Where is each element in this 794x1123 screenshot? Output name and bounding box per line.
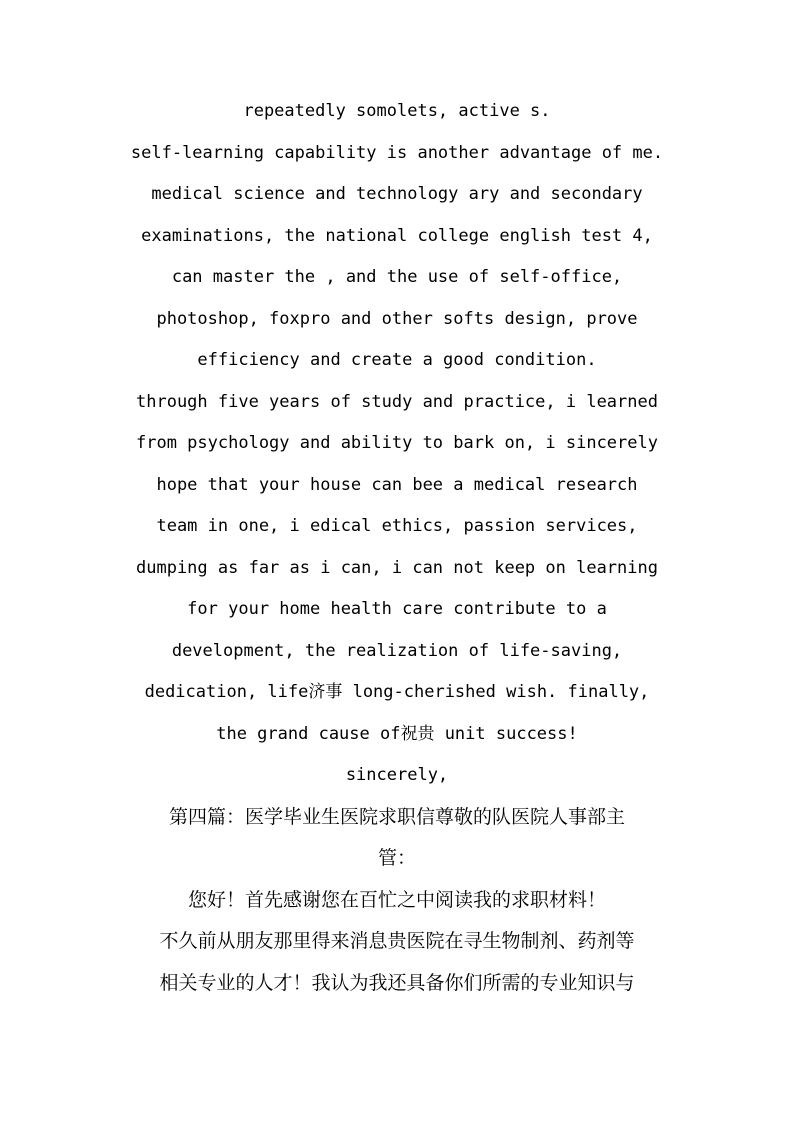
text-line: efficiency and create a good condition. [197, 350, 597, 370]
text-line: 您好！首先感谢您在百忙之中阅读我的求职材料！ [187, 889, 606, 911]
text-line: from psychology and ability to bark on, i sincerely [136, 433, 658, 453]
section-heading-line: 第四篇：医学毕业生医院求职信尊敬的队医院人事部主 [168, 806, 625, 828]
text-line: the grand cause of祝贵 unit success! [216, 724, 578, 744]
text-line: examinations, the national college english test 4, [141, 226, 653, 246]
text-line: team in one, i edical ethics, passion services, [156, 516, 638, 536]
section-heading-line: 管： [377, 847, 416, 869]
text-line: self-learning capability is another advantage of me. [130, 143, 664, 163]
text-line: medical science and technology ary and secondary [151, 184, 643, 204]
text-line: dumping as far as i can, i can not keep on learning [136, 558, 658, 578]
text-line: for your home health care contribute to a [187, 599, 607, 619]
text-line: 相关专业的人才！我认为我还具备你们所需的专业知识与 [159, 972, 635, 994]
text-line: development, the realization of life-saving, [171, 641, 623, 661]
text-line: repeatedly somolets, active s. [243, 101, 551, 121]
text-line: photoshop, foxpro and other softs design, prove [156, 309, 638, 329]
text-line: sincerely, [345, 765, 449, 785]
text-line: hope that your house can bee a medical research [156, 475, 638, 495]
text-line: 不久前从朋友那里得来消息贵医院在寻生物制剂、药剂等 [159, 930, 635, 952]
text-line: through five years of study and practice, i learned [136, 392, 658, 412]
text-line: can master the , and the use of self-office, [171, 267, 623, 287]
text-line: dedication, life济事 long-cherished wish. finally, [144, 682, 650, 702]
